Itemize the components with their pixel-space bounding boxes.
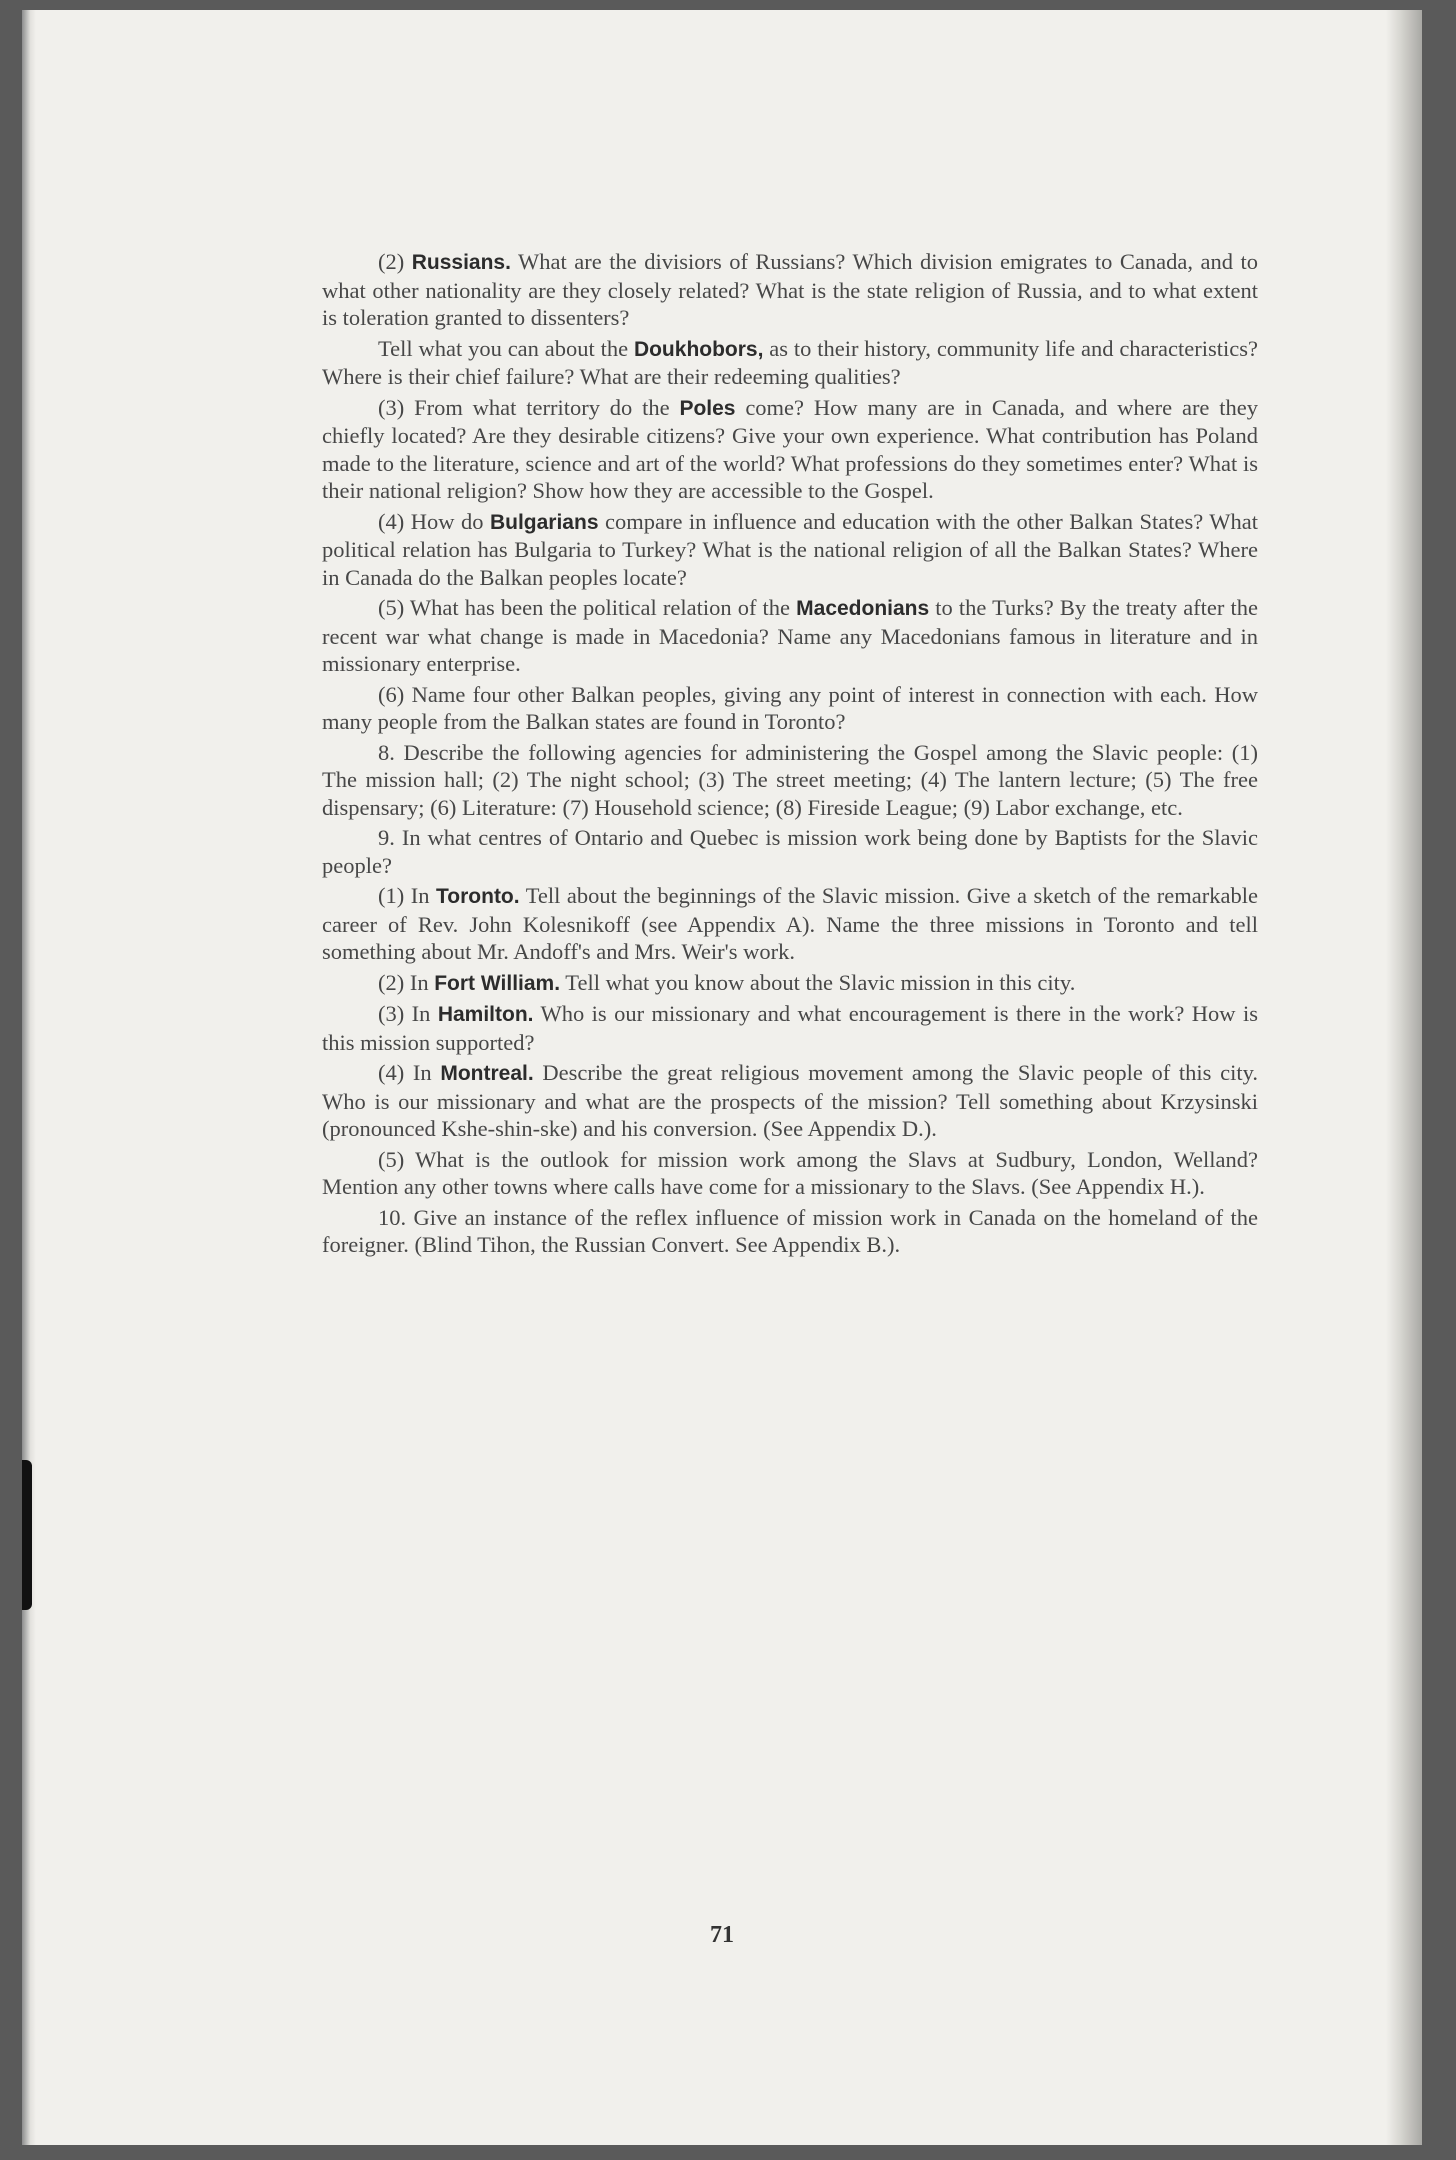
heading-bulgarians: Bulgarians xyxy=(489,510,599,534)
paragraph-reflex-influence: 10. Give an instance of the reflex influence of mission work in Canada on the homeland of the foreigner. (Blind Tihon, the Russian Convert. See Appendix B.). xyxy=(322,1204,1258,1257)
paragraph-fort-william: (2) In Fort William. Tell what you know about the Slavic mission in this city. xyxy=(378,969,1076,995)
paragraph-toronto: (1) In Toronto. Tell about the beginnings of the Slavic mission. Give a sketch of the remarkable career of Rev. John Kolesnikoff (see Appendix A). Name the three missions in Toronto and tell something about Mr. Andoff's and Mrs. Weir's work. xyxy=(322,883,1258,964)
page-right-edge xyxy=(1386,10,1422,2145)
heading-macedonians: Macedonians xyxy=(796,597,930,620)
heading-montreal: Montreal. xyxy=(440,1062,534,1085)
page-left-edge xyxy=(22,10,36,2145)
paragraph-macedonians: (5) What has been the political relation of the Macedonians to the Turks? By the treaty after the recent war what change is made in Macedonia? Name any Macedonians famous in literature and in missionary enterprise. xyxy=(322,595,1258,676)
binding-clip xyxy=(22,1460,32,1610)
heading-russians: Russians. xyxy=(411,251,511,274)
paragraph-bulgarians: (4) How do Bulgarians compare in influence and education with the other Balkan States? What political relation has Bulgaria to Turkey? What is the national religion of all the Balkan States? Where in Canada do the Balkan peoples locate? xyxy=(322,508,1259,590)
page-number: 71 xyxy=(710,1922,734,1948)
paragraph-centres: 9. In what centres of Ontario and Quebec is mission work being done by Baptists for the Slavic people? xyxy=(322,825,1258,878)
study-questions-text xyxy=(322,248,1258,1262)
heading-toronto: Toronto. xyxy=(436,885,520,908)
book-page xyxy=(22,10,1422,2145)
paragraph-balkan-peoples: (6) Name four other Balkan peoples, giving any point of interest in connection with each. How many people from the Balkan states are found in Toronto? xyxy=(322,681,1258,734)
heading-hamilton: Hamilton. xyxy=(437,1003,534,1026)
paragraph-montreal: (4) In Montreal. Describe the great religious movement among the Slavic people of this city. Who is our missionary and what are the prospects of the mission? Tell something about Krzysinski (pronounced Kshe-shin-ske) and his conversion. (See Appendix D.). xyxy=(322,1060,1258,1141)
heading-poles: Poles xyxy=(679,396,736,420)
paragraph-doukhobors: Tell what you can about the Doukhobors, as to their history, community life and characteristics? Where is their chief failure? What are their redeeming qualities? xyxy=(322,335,1258,389)
paragraph-outlook: (5) What is the outlook for mission work among the Slavs at Sudbury, London, Welland? Mention any other towns where calls have come for a missionary to the Slavs. (See Appendix H.). xyxy=(322,1146,1258,1199)
paragraph-hamilton: (3) In Hamilton. Who is our missionary and what encouragement is there in the work? How is this mission supported? xyxy=(322,1001,1258,1055)
paragraph-russians: (2) Russians. What are the divisiors of Russians? Which division emigrates to Canada, and to what other nationality are they closely related? What is the state religion of Russia, and to what extent is toleration granted to dissenters? xyxy=(322,249,1258,330)
heading-doukhobors: Doukhobors, xyxy=(633,337,764,361)
heading-fort-william: Fort William. xyxy=(434,971,561,995)
paragraph-agencies: 8. Describe the following agencies for administering the Gospel among the Slavic people: (1) The mission hall; (2) The night school; (3) The street meeting; (4) The lantern lecture; (5) The free dispensary; (6) Literature: (7) Household science; (8) Fireside League; (9) Labor exchange, etc. xyxy=(322,739,1258,820)
paragraph-poles: (3) From what territory do the Poles come? How many are in Canada, and where are they chiefly located? Are they desirable citizens? Give your own experience. What contribution has Poland made to the literature, science and art of the world? What professions do they sometimes enter? What is their national religion? Show how they are accessible to the Gospel. xyxy=(322,394,1258,503)
